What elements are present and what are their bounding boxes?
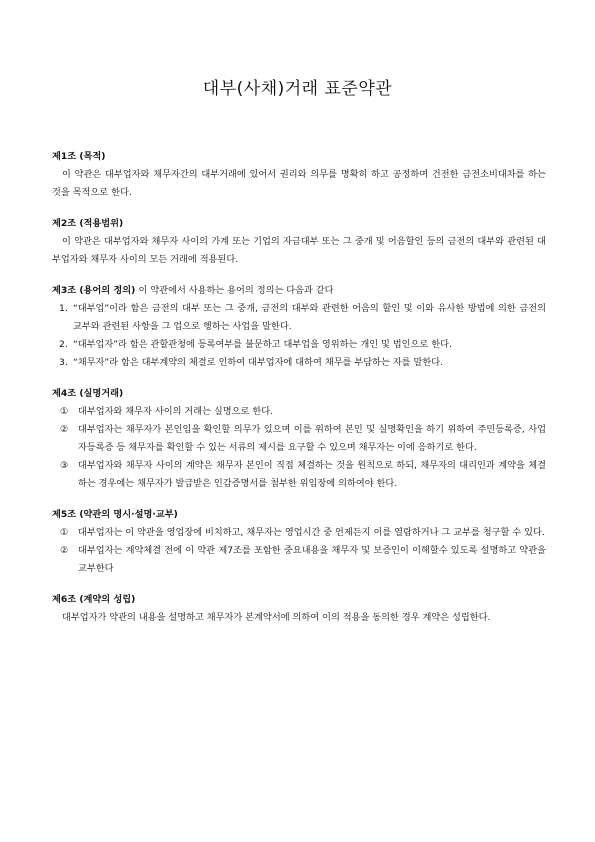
list-item-marker: ① <box>60 406 69 417</box>
list-item <box>52 300 546 336</box>
article-heading: 제4조 (실명거래) <box>52 388 124 399</box>
list-item-text: 대부업자는 이 약관을 영업장에 비치하고, 채무자는 영업시간 중 언제든지 이를 열람하거나 그 교부를 청구할 수 있다. <box>78 527 545 538</box>
article-5 <box>52 506 546 578</box>
list-item <box>52 542 546 578</box>
list-item <box>52 421 546 457</box>
article-6 <box>52 591 546 627</box>
article-heading: 제2조 (적용범위) <box>52 218 124 229</box>
article-heading: 제3조 (용어의 정의) <box>52 285 136 296</box>
list-item-marker: ② <box>60 424 69 435</box>
article-paragraph: 이 약관은 대부업자와 채무자간의 대부거래에 있어서 권리와 의무를 명확히 하고 공정하며 건전한 금전소비대차를 하는 것을 목적으로 한다. <box>52 169 546 198</box>
article-intro-text: 이 약관에서 사용하는 용어의 정의는 다음과 같다 <box>138 285 334 296</box>
article-heading: 제5조 (약관의 명시·설명·교부) <box>52 509 178 520</box>
list-item-text: 대부업자는 계약체결 전에 이 약관 제7조를 포함한 중요내용을 채무자 및 보증인이 이해할수 있도록 설명하고 약관을 교부한다 <box>78 545 546 574</box>
article-heading: 제1조 (목적) <box>52 151 106 162</box>
list-item-marker: 2. <box>59 339 68 350</box>
article-heading: 제6조 (계약의 성립) <box>52 594 136 605</box>
list-item <box>52 403 546 421</box>
list-item <box>52 524 546 542</box>
list-item-text: “채무자”라 함은 대부계약의 체결로 인하여 대부업자에 대하여 채무를 부담하는 자를 말한다. <box>73 357 444 368</box>
list-item-marker: ② <box>60 545 69 556</box>
list-item-text: “대부업자”라 함은 관할관청에 등록여부를 불문하고 대부업을 영위하는 개인 및 법인으로 한다. <box>73 339 452 350</box>
list-item-text: 대부업자와 채무자 사이의 계약은 채무자 본인이 직접 체결하는 것을 원칙으로 하되, 채무자의 대리인과 계약을 체결하는 경우에는 채무자가 발급받은 인감증명서를 첨부한 위임장에 의하여야 한다. <box>78 460 546 489</box>
article-paragraph: 이 약관은 대부업자와 채무자 사이의 가계 또는 기업의 자금대부 또는 그 중개 및 어음할인 등의 금전의 대부와 관련된 대부업자와 채무자 사이의 모든 거래에 적용된다. <box>52 236 546 265</box>
list-item-text: 대부업자와 채무자 사이의 거래는 실명으로 한다. <box>78 406 274 417</box>
list-item <box>52 336 546 354</box>
article-3 <box>52 282 546 372</box>
list-item <box>52 457 546 493</box>
list-item-marker: 3. <box>59 357 68 368</box>
article-1 <box>52 148 546 202</box>
list-item-text: 대부업자는 채무자가 본인임을 확인할 의무가 있으며 이를 위하여 본인 및 실명확인을 하기 위하여 주민등록증, 사업자등록증 등 채무자를 확인할 수 있는 서류의 제시를 요구할 수 있으며 채무자는 이에 응하기로 한다. <box>78 424 546 453</box>
document-body <box>52 148 546 640</box>
list-item-marker: ① <box>60 527 69 538</box>
list-item-text: “대부업”이라 함은 금전의 대부 또는 그 중개, 금전의 대부와 관련한 어음의 할인 및 이와 유사한 방법에 의한 금전의 교부와 관련된 사항을 그 업으로 행하는 사업을 말한다. <box>73 303 546 332</box>
list-item-marker: 1. <box>59 303 68 314</box>
article-2 <box>52 215 546 269</box>
article-4 <box>52 385 546 493</box>
article-paragraph: 대부업자가 약관의 내용을 설명하고 채무자가 본계약서에 의하여 이의 적용을 동의한 경우 계약은 성립한다. <box>62 612 491 623</box>
list-item-marker: ③ <box>60 460 69 471</box>
document-title: 대부(사채)거래 표준약관 <box>202 79 393 99</box>
list-item <box>52 354 546 372</box>
article-heading-line <box>52 282 546 300</box>
